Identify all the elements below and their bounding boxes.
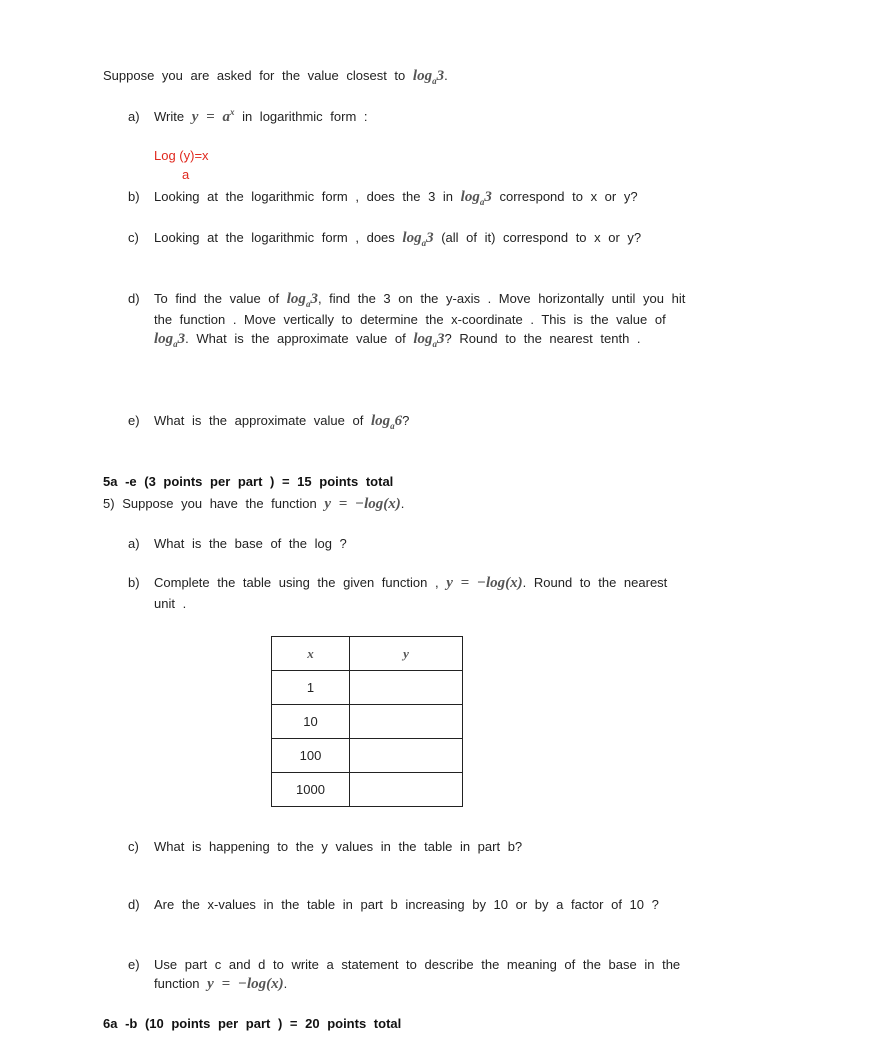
question-5c: c) What is happening to the y values in the table in part b? xyxy=(128,839,523,854)
question-5: 5) Suppose you have the function y = −log(x). xyxy=(103,496,405,512)
part-d-line-2: the function . Move vertically to determine the x-coordinate . This is the value of xyxy=(154,312,666,327)
cell-y-blank[interactable] xyxy=(350,773,463,807)
function-expression: y = −log(x) xyxy=(207,976,284,992)
cell-x: 1000 xyxy=(272,773,350,807)
log-expression: $\log_a3$ xyxy=(413,331,445,349)
log-expression: $\log_a3$ xyxy=(412,68,445,86)
exponential-equation: $y = a^x$ xyxy=(191,107,235,125)
cell-y-blank[interactable] xyxy=(350,739,463,773)
part-c: c) Looking at the logarithmic form , does $\log_a3$ (all of it) correspond to x or y? xyxy=(128,230,642,248)
answer-line-1: Log (y)=x xyxy=(154,148,209,163)
question-5e: e) Use part c and d to write a statement to describe the meaning of the base in the xyxy=(128,957,681,972)
column-header-x: x xyxy=(272,637,350,671)
question-5a: a) What is the base of the log ? xyxy=(128,536,347,551)
log-expression: $\log_a3$ xyxy=(154,331,186,349)
table-row xyxy=(272,739,463,773)
points-heading-6: 6a -b (10 points per part ) = 20 points total xyxy=(103,1016,402,1031)
question-5b: b) Complete the table using the given function , y = −log(x). Round to the nearest xyxy=(128,575,668,591)
table-row xyxy=(272,773,463,807)
answer-line-2: a xyxy=(182,167,190,182)
points-heading-5: 5a -e (3 points per part ) = 15 points total xyxy=(103,474,394,489)
part-a: a) Write $y = a^x$ in logarithmic form : xyxy=(128,107,368,125)
table-header-row xyxy=(272,637,463,671)
table-row xyxy=(272,671,463,705)
part-d-line-3: $\log_a3$. What is the approximate value of $\log_a3$? Round to the nearest tenth . xyxy=(154,331,641,349)
part-d-line-1: d) To find the value of $\log_a3$, find the 3 on the y-axis . Move horizontally until you hit xyxy=(128,291,686,309)
question-5b-line-2: unit . xyxy=(154,596,187,611)
table-row xyxy=(272,705,463,739)
intro-line: Suppose you are asked for the value closest to $\log_a3$. xyxy=(103,68,448,86)
log-expression: $\log_a3$ xyxy=(460,189,492,207)
cell-x: 1 xyxy=(272,671,350,705)
cell-y-blank[interactable] xyxy=(350,705,463,739)
function-expression: y = −log(x) xyxy=(324,496,401,512)
question-5e-line-2: function y = −log(x). xyxy=(154,976,288,992)
question-5d: d) Are the x-values in the table in part b increasing by 10 or by a factor of 10 ? xyxy=(128,897,659,912)
log-expression: $\log_a3$ xyxy=(402,230,434,248)
log-expression: $\log_a6$ xyxy=(370,413,403,431)
part-b: b) Looking at the logarithmic form , does the 3 in $\log_a3$ correspond to x or y? xyxy=(128,189,638,207)
cell-x: 10 xyxy=(272,705,350,739)
cell-x: 100 xyxy=(272,739,350,773)
part-e: e) What is the approximate value of $\log_a6$? xyxy=(128,413,410,431)
values-table xyxy=(271,636,463,807)
function-expression: y = −log(x) xyxy=(446,575,523,591)
cell-y-blank[interactable] xyxy=(350,671,463,705)
log-expression: $\log_a3$ xyxy=(286,291,318,309)
column-header-y: y xyxy=(350,637,463,671)
